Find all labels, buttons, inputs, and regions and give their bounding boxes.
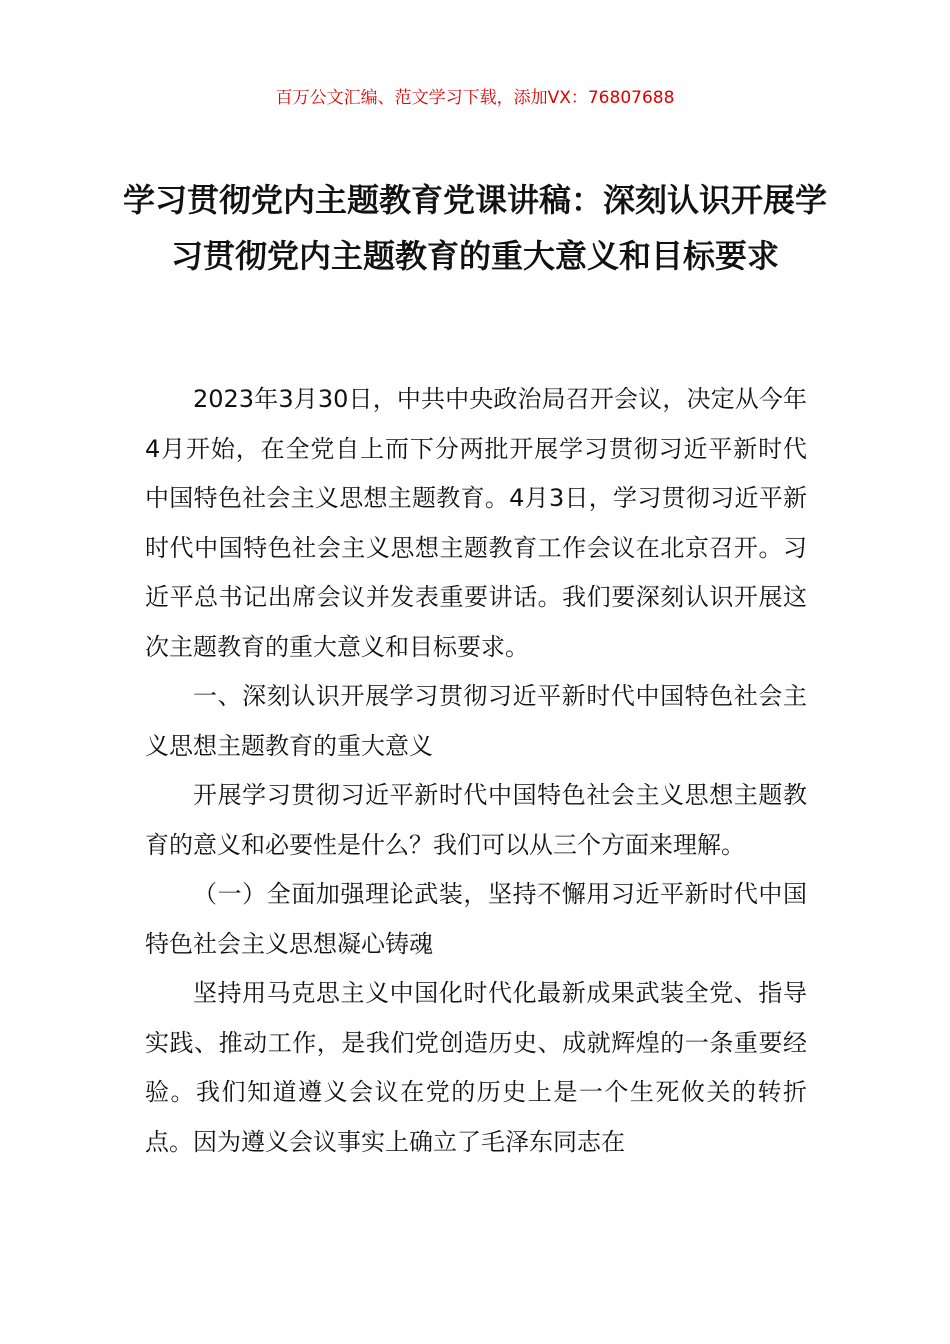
subsection-heading-1: （一）全面加强理论武装，坚持不懈用习近平新时代中国特色社会主义思想凝心铸魂 [145,880,807,958]
section-heading-1: 一、深刻认识开展学习贯彻习近平新时代中国特色社会主义思想主题教育的重大意义 [145,682,807,760]
paragraph-question: 开展学习贯彻习近平新时代中国特色社会主义思想主题教育的意义和必要性是什么？我们可以从三个方面来理解。 [145,781,807,859]
paragraph-theory: 坚持用马克思主义中国化时代化最新成果武装全党、指导实践、推动工作，是我们党创造历史、成就辉煌的一条重要经验。我们知道遵义会议在党的历史上是一个生死攸关的转折点。因为遵义会议事实上确立了毛泽东同志在 [145,979,807,1156]
document-title: 学习贯彻党内主题教育党课讲稿：深刻认识开展学习贯彻党内主题教育的重大意义和目标要求 [122,181,827,275]
paragraph-intro: 2023年3月30日，中共中央政治局召开会议，决定从今年4月开始，在全党自上而下分两批开展学习贯彻习近平新时代中国特色社会主义思想主题教育。4月3日，学习贯彻习近平新时代中国特色社会主义思想主题教育工作会议在北京召开。习近平总书记出席会议并发表重要讲话。我们要深刻认识开展这次主题教育的重大意义和目标要求。 [145,385,807,661]
watermark-header: 百万公文汇编、范文学习下载，添加VX：76807688 [275,88,675,108]
document-body [145,375,807,1167]
